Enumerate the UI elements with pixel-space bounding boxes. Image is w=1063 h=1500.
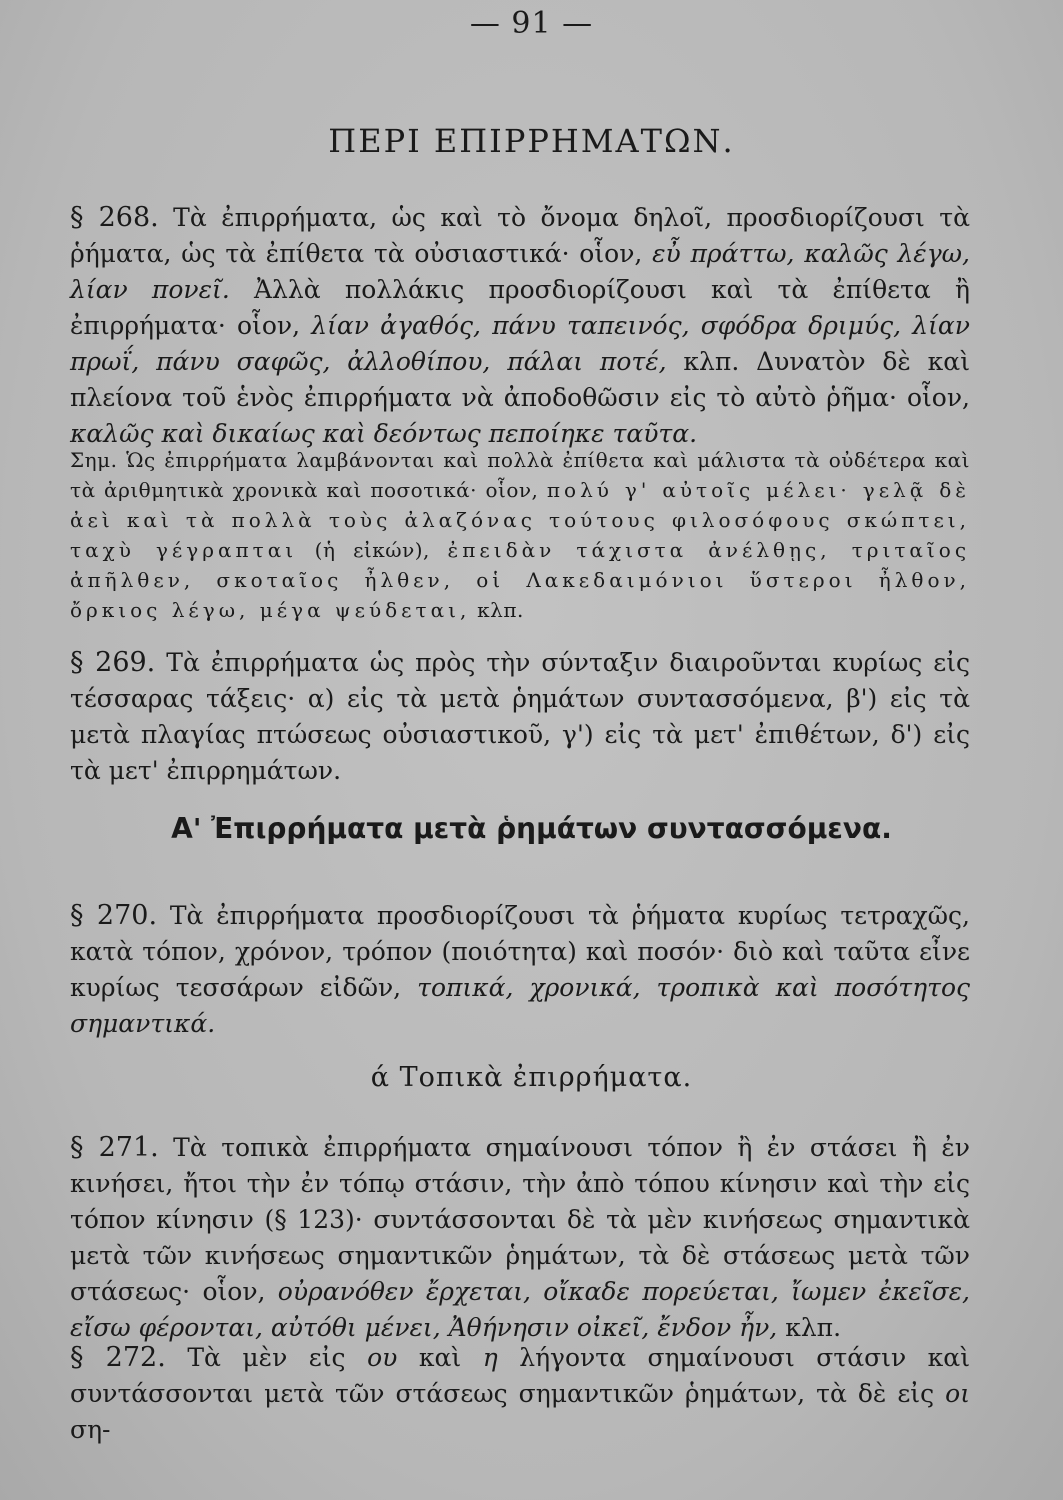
example-italic: τοπικά, χρονικά, τροπικὰ καὶ ποσότητος σημαντικά. <box>70 973 970 1038</box>
paragraph-text: κλπ. Δυνατὸν δὲ καὶ πλείονα τοῦ ἑνὸς ἐπιρρήματα νὰ ἀποδοθῶσιν εἰς τὸ αὐτὸ ῥῆμα· οἷον, <box>70 347 970 412</box>
example-italic: καλῶς καὶ δικαίως καὶ δεόντως πεποίηκε ταῦτα. <box>70 419 698 448</box>
paragraph-text: καὶ <box>397 1343 483 1372</box>
paragraph-271 <box>70 1130 970 1346</box>
paragraph-text: Τὰ ἐπιρρήματα, ὡς καὶ τὸ ὄνομα δηλοῖ, προσδιορίζουσι τὰ ῥήματα, ὡς τὰ ἐπίθετα τὰ οὐσιαστικά· οἷον, <box>70 203 970 268</box>
paragraph-text: Τὰ ἐπιρρήματα προσδιορίζουσι τὰ ῥήματα κυρίως τετραχῶς, κατὰ τόπον, χρόνον, τρόπον (ποιότητα) καὶ ποσόν· διὸ καὶ ταῦτα εἶνε κυρίως τεσσάρων εἰδῶν, <box>70 901 971 1002</box>
paragraph-text: λήγοντα σημαίνουσι στάσιν καὶ συντάσσονται μετὰ τῶν στάσεως σημαντικῶν ῥημάτων, τὰ δὲ εἰς <box>70 1343 970 1408</box>
paragraph-text: ση- <box>70 1415 111 1444</box>
section-number: § 271. <box>70 1132 159 1163</box>
example-italic: οὐρανόθεν ἔρχεται, οἴκαδε πορεύεται, ἴωμεν ἐκεῖσε, εἴσω φέρονται, αὐτόθι μένει, Ἀθήνησιν οἰκεῖ, ἔνδον ἦν, <box>70 1277 970 1342</box>
section-number: § 268. <box>70 202 159 233</box>
section-number: § 270. <box>70 900 158 931</box>
subsection-heading-b: ά Τοπικὰ ἐπιρρήματα. <box>370 1062 693 1093</box>
note-paragraph <box>70 445 970 625</box>
page-number: — 91 — <box>469 6 594 41</box>
section-number: § 272. <box>70 1342 166 1373</box>
example-italic: οι <box>945 1379 970 1408</box>
example-italic: ου <box>367 1343 398 1372</box>
note-example: ἐπειδὰν τάχιστα ἀνέλθῃς, τριταῖος ἀπῆλθεν, σκοταῖος ἦλθεν, οἱ Λακεδαιμόνιοι ὕστεροι ἦλθον, ὄρκιος λέγω, μέγα ψεύδεται, <box>70 538 971 622</box>
subsection-heading-a: Α' Ἐπιρρήματα μετὰ ῥημάτων συντασσόμενα. <box>171 812 892 845</box>
paragraph-269 <box>70 645 970 789</box>
example-italic: εὖ πράττω, καλῶς λέγω, λίαν πονεῖ. <box>70 239 970 304</box>
section-title: ΠΕΡΙ ΕΠΙΡΡΗΜΑΤΩΝ. <box>328 122 735 160</box>
paragraph-text: Τὰ μὲν εἰς <box>165 1343 368 1372</box>
example-italic: η <box>482 1343 498 1372</box>
note-text: Σημ. Ὡς ἐπιρρήματα λαμβάνονται καὶ πολλὰ ἐπίθετα καὶ μάλιστα τὰ οὐδέτερα καὶ τὰ ἀριθμητικὰ χρονικὰ καὶ ποσοτικά· οἷον, <box>70 448 970 502</box>
paragraph-270 <box>70 898 970 1042</box>
note-text: (ἡ εἰκών), <box>297 538 448 562</box>
example-italic: λίαν ἀγαθός, πάνυ ταπεινός, σφόδρα δριμύς, λίαν πρωΐ, πάνυ σαφῶς, ἀλλοθίπου, πάλαι ποτέ, <box>70 311 970 376</box>
paragraph-text: Τὰ τοπικὰ ἐπιρρήματα σημαίνουσι τόπον ἢ ἐν στάσει ἢ ἐν κινήσει, ἤτοι τὴν ἐν τόπῳ στάσιν, τὴν ἀπὸ τόπου κίνησιν καὶ τὴν εἰς τόπον κίνησιν (§ 123)· συντάσσονται δὲ τὰ μὲν κινήσεως σημαντικὰ μετὰ τῶν κινήσεως σημαντικῶν ῥημάτων, τὰ δὲ στάσεως μετὰ τῶν στάσεως· οἷον, <box>70 1133 970 1306</box>
note-text: κλπ. <box>470 598 524 622</box>
paragraph-text: κλπ. <box>777 1313 842 1342</box>
paragraph-text: Τὰ ἐπιρρήματα ὡς πρὸς τὴν σύνταξιν διαιροῦνται κυρίως εἰς τέσσαρας τάξεις· α) εἰς τὰ μετὰ ῥημάτων συντασσόμενα, β') εἰς τὰ μετὰ πλαγίας πτώσεως οὐσιαστικοῦ, γ') εἰς τὰ μετ' ἐπιθέτων, δ') εἰς τὰ μετ' ἐπιρρημάτων. <box>70 648 971 785</box>
paragraph-272 <box>70 1340 970 1448</box>
paragraph-text: Ἀλλὰ πολλάκις προσδιορίζουσι καὶ τὰ ἐπίθετα ἢ ἐπιρρήματα· οἷον, <box>70 275 970 340</box>
section-number: § 269. <box>70 647 156 678</box>
paragraph-268 <box>70 200 970 452</box>
note-example: πολύ γ' αὐτοῖς μέλει· γελᾷ δὲ ἀεὶ καὶ τὰ πολλὰ τοὺς ἀλαζόνας τούτους φιλοσόφους σκώπτει, ταχὺ γέγραπται <box>70 478 970 562</box>
